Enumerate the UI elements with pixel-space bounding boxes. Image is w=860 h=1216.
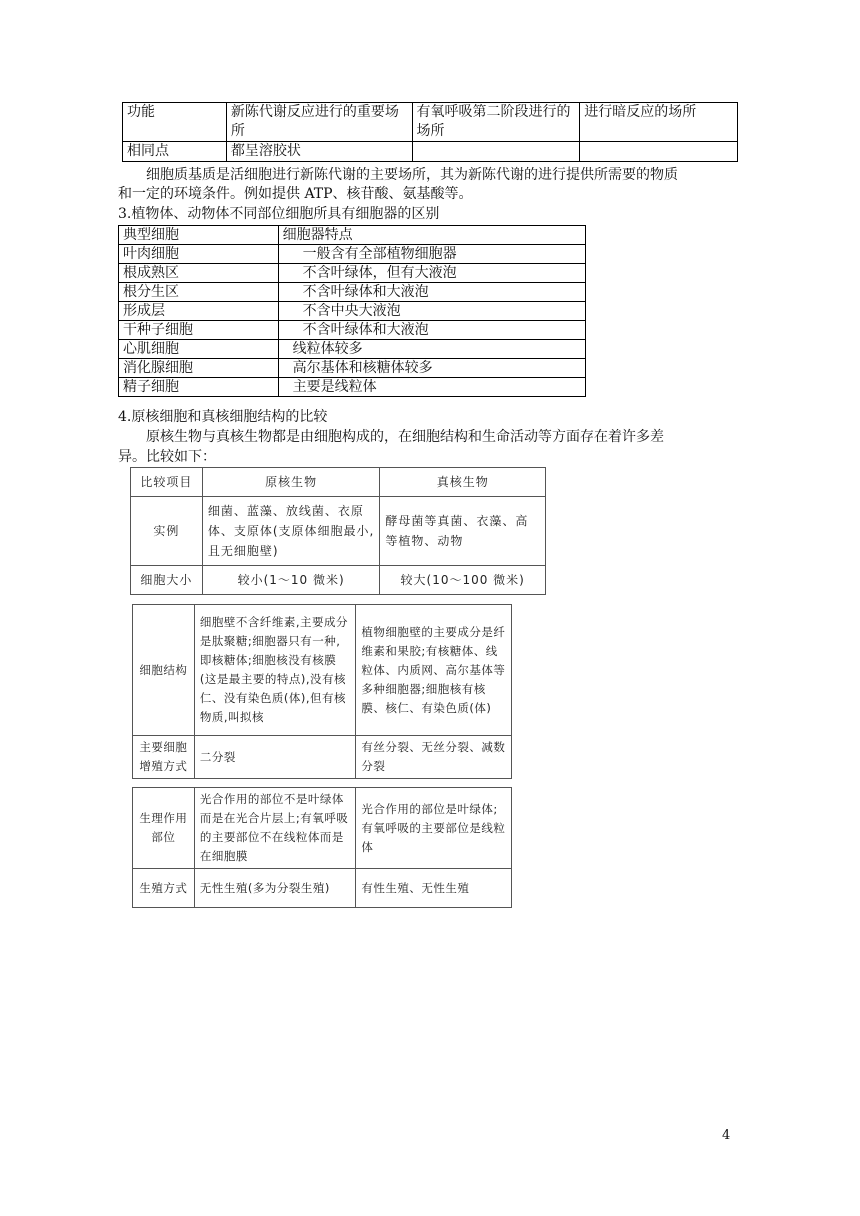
table-row — [133, 605, 512, 736]
table-cell: 不含叶绿体和大液泡 — [278, 321, 585, 340]
table-cell: 细菌、蓝藻、放线菌、衣原体、支原体(支原体细胞最小,且无细胞壁) — [202, 497, 380, 566]
table-row — [131, 497, 546, 566]
table-cell: 都呈溶胶状 — [226, 142, 412, 162]
table-row — [119, 340, 586, 359]
table-cell: 光合作用的部位不是叶绿体而是在光合片层上;有氧呼吸的主要部位不在线粒体而是在细胞膜 — [194, 788, 356, 869]
paragraph-line: 原核生物与真核生物都是由细胞构成的，在细胞结构和生命活动等方面存在着许多差 — [146, 429, 664, 445]
table-cell: 新陈代谢反应进行的重要场所 — [226, 103, 412, 142]
column-header: 典型细胞 — [119, 226, 279, 245]
table-cell: 二分裂 — [194, 736, 356, 779]
row-label: 细胞结构 — [133, 605, 195, 736]
table-cell: 酵母菌等真菌、衣藻、高等植物、动物 — [380, 497, 546, 566]
table-cell: 消化腺细胞 — [119, 359, 279, 378]
table-cell: 光合作用的部位是叶绿体;有氧呼吸的主要部位是线粒体 — [356, 788, 512, 869]
table-cell: 进行暗反应的场所 — [580, 103, 738, 142]
table-header-row — [119, 226, 586, 245]
organelle-comparison-table — [122, 102, 738, 162]
table-cell: 有性生殖、无性生殖 — [356, 869, 512, 908]
table-cell: 无性生殖(多为分裂生殖) — [194, 869, 356, 908]
table-cell: 不含叶绿体和大液泡 — [278, 283, 585, 302]
table-cell: 相同点 — [123, 142, 227, 162]
cell-organelle-table — [118, 225, 586, 397]
column-header: 真核生物 — [380, 468, 546, 497]
section-heading: 3.植物体、动物体不同部位细胞所具有细胞器的区别 — [118, 206, 440, 222]
table-cell: 有丝分裂、无丝分裂、减数分裂 — [356, 736, 512, 779]
row-label: 生理作用部位 — [133, 788, 195, 869]
table-row — [119, 359, 586, 378]
table-cell: 形成层 — [119, 302, 279, 321]
row-label: 主要细胞增殖方式 — [133, 736, 195, 779]
table-row — [131, 566, 546, 595]
paragraph-line: 异。比较如下： — [118, 449, 216, 465]
table-cell: 较小(1～10 微米) — [202, 566, 380, 595]
table-row — [119, 378, 586, 397]
row-label: 细胞大小 — [131, 566, 203, 595]
table-cell: 植物细胞壁的主要成分是纤维素和果胶;有核糖体、线粒体、内质网、高尔基体等多种细胞器;细胞核有核膜、核仁、有染色质(体) — [356, 605, 512, 736]
table-cell: 不含中央大液泡 — [278, 302, 585, 321]
table-cell: 主要是线粒体 — [278, 378, 585, 397]
table-cell: 根分生区 — [119, 283, 279, 302]
section-heading: 4.原核细胞和真核细胞结构的比较 — [118, 409, 328, 425]
column-header: 细胞器特点 — [278, 226, 585, 245]
table-cell: 精子细胞 — [119, 378, 279, 397]
table-row — [133, 736, 512, 779]
table-header-row — [131, 468, 546, 497]
table-row — [123, 103, 738, 142]
table-cell: 有氧呼吸第二阶段进行的场所 — [412, 103, 580, 142]
row-label: 实例 — [131, 497, 203, 566]
paragraph-line: 细胞质基质是活细胞进行新陈代谢的主要场所，其为新陈代谢的进行提供所需要的物质 — [146, 167, 678, 183]
table-row — [119, 302, 586, 321]
table-cell: 线粒体较多 — [278, 340, 585, 359]
table-cell: 干种子细胞 — [119, 321, 279, 340]
row-label: 生殖方式 — [133, 869, 195, 908]
table-row — [119, 283, 586, 302]
table-row — [119, 321, 586, 340]
table-cell — [580, 142, 738, 162]
column-header: 比较项目 — [131, 468, 203, 497]
table-row — [123, 142, 738, 162]
table-cell — [412, 142, 580, 162]
table-row — [119, 245, 586, 264]
table-cell: 根成熟区 — [119, 264, 279, 283]
table-cell: 功能 — [123, 103, 227, 142]
paragraph-line: 和一定的环境条件。例如提供 ATP、核苷酸、氨基酸等。 — [118, 186, 473, 202]
table-cell: 一般含有全部植物细胞器 — [278, 245, 585, 264]
prokaryote-eukaryote-table-part2 — [132, 604, 512, 779]
table-cell: 细胞壁不含纤维素,主要成分是肽聚糖;细胞器只有一种,即核糖体;细胞核没有核膜(这是最主要的特点),没有核仁、没有染色质(体),但有核物质,叫拟核 — [194, 605, 356, 736]
column-header: 原核生物 — [202, 468, 380, 497]
table-cell: 较大(10～100 微米) — [380, 566, 546, 595]
table-row — [119, 264, 586, 283]
table-cell: 不含叶绿体，但有大液泡 — [278, 264, 585, 283]
table-cell: 心肌细胞 — [119, 340, 279, 359]
page-number: 4 — [722, 1128, 731, 1143]
prokaryote-eukaryote-table-part3 — [132, 787, 512, 908]
table-cell: 高尔基体和核糖体较多 — [278, 359, 585, 378]
table-row — [133, 788, 512, 869]
prokaryote-eukaryote-table-part1 — [130, 467, 546, 595]
table-cell: 叶肉细胞 — [119, 245, 279, 264]
table-row — [133, 869, 512, 908]
